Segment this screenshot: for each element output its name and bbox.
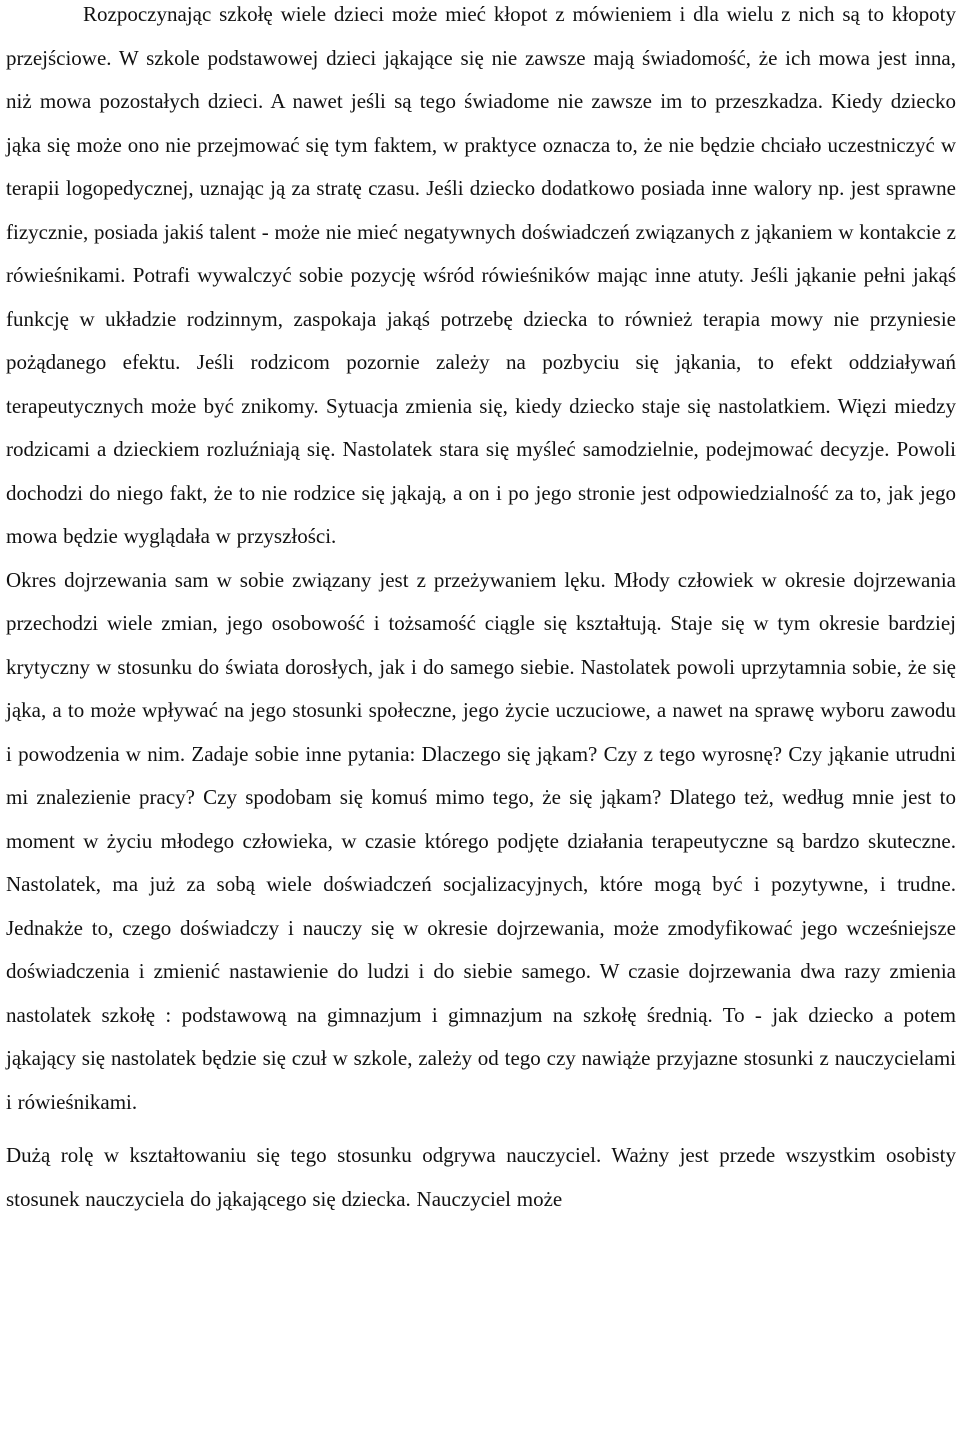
paragraph-3: Dużą rolę w kształtowaniu się tego stosunku odgrywa nauczyciel. Ważny jest przede wszystkim osobisty stosunek nauczyciela do jąkającego się dziecka. Nauczyciel może — [6, 1143, 956, 1211]
paragraph-1: Rozpoczynając szkołę wiele dzieci może mieć kłopot z mówieniem i dla wielu z nich są to kłopoty przejściowe. W szkole podstawowej dzieci jąkające się nie zawsze mają świadomość, że ich mowa jest inna, niż mowa pozostałych dzieci. A nawet jeśli są tego świadome nie zawsze im to przeszkadza. Kiedy dziecko jąka się może ono nie przejmować się tym faktem, w praktyce oznacza to, że nie będzie chciało uczestniczyć w terapii logopedycznej, uznając ją za stratę czasu. Jeśli dziecko dodatkowo posiada inne walory np. jest sprawne fizycznie, posiada jakiś talent - może nie mieć negatywnych doświadczeń związanych z jąkaniem w kontakcie z rówieśnikami. Potrafi wywalczyć sobie pozycję wśród rówieśników mając inne atuty. Jeśli jąkanie pełni jakąś funkcję w układzie rodzinnym, zaspokaja jakąś potrzebę dziecka to również terapia mowy nie przyniesie pożądanego efektu. Jeśli rodzicom pozornie zależy na pozbyciu się jąkania, to efekt oddziaływań terapeutycznych może być znikomy. Sytuacja zmienia się, kiedy dziecko staje się nastolatkiem. Więzi miedzy rodzicami a dzieckiem rozluźniają się. Nastolatek stara się myśleć samodzielnie, podejmować decyzje. Powoli dochodzi do niego fakt, że to nie rodzice się jąkają, a on i po jego stronie jest odpowiedzialność za to, jak jego mowa będzie wyglądała w przyszłości. — [6, 2, 956, 548]
document-page — [6, 0, 956, 1221]
paragraph-2: Okres dojrzewania sam w sobie związany jest z przeżywaniem lęku. Młody człowiek w okresie dojrzewania przechodzi wiele zmian, jego osobowość i tożsamość ciągle się kształtują. Staje się w tym okresie bardziej krytyczny w stosunku do świata dorosłych, jak i do samego siebie. Nastolatek powoli uprzytamnia sobie, że się jąka, a to może wpływać na jego stosunki społeczne, jego życie uczuciowe, a nawet na sprawę wyboru zawodu i powodzenia w nim. Zadaje sobie inne pytania: Dlaczego się jąkam? Czy z tego wyrosnę? Czy jąkanie utrudni mi znalezienie pracy? Czy spodobam się komuś mimo tego, że się jąkam? Dlatego też, według mnie jest to moment w życiu młodego człowieka, w czasie którego podjęte działania terapeutyczne są bardzo skuteczne. Nastolatek, ma już za sobą wiele doświadczeń socjalizacyjnych, które mogą być i pozytywne, i trudne. Jednakże to, czego doświadczy i nauczy się w okresie dojrzewania, może zmodyfikować jego wcześniejsze doświadczenia i zmienić nastawienie do ludzi i do siebie samego. W czasie dojrzewania dwa razy zmienia nastolatek szkołę : podstawową na gimnazjum i gimnazjum na szkołę średnią. To - jak dziecko a potem jąkający się nastolatek będzie się czuł w szkole, zależy od tego czy nawiąże przyjazne stosunki z nauczycielami i rówieśnikami. — [6, 567, 956, 1114]
